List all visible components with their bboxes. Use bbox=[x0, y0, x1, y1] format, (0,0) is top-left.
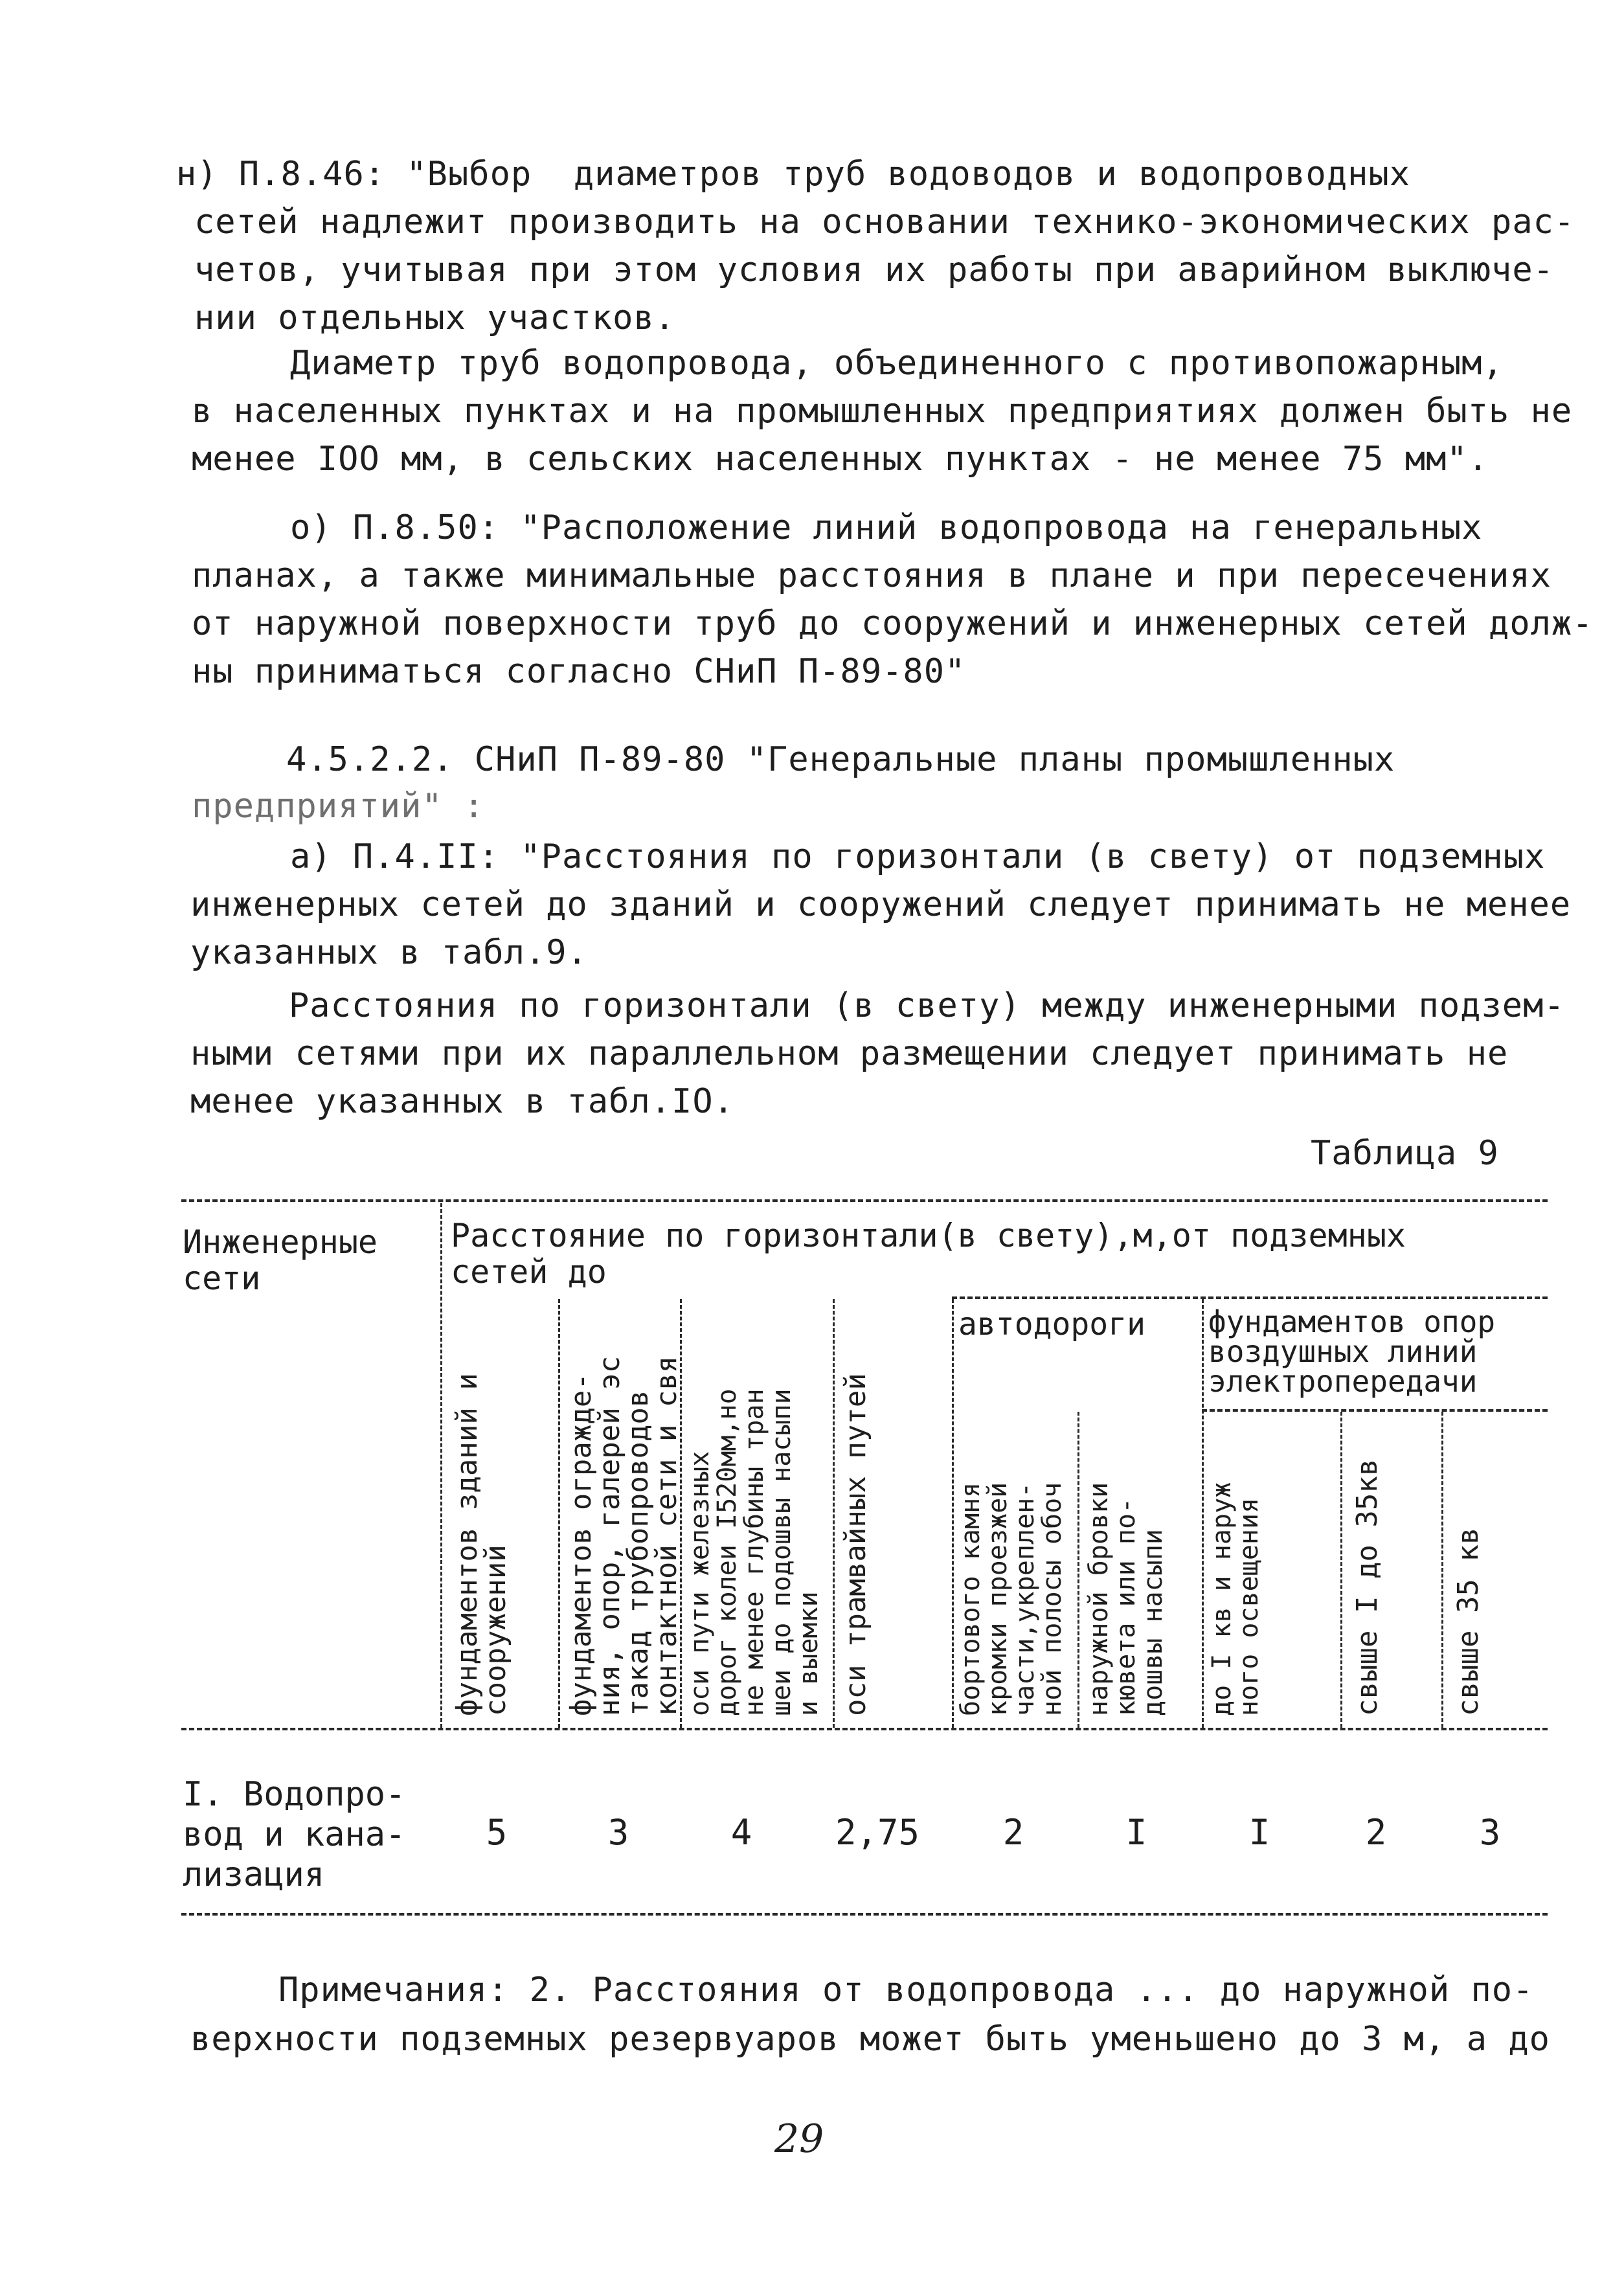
group-header-supports: фундаментов опор воздушных линий электропередачи bbox=[1208, 1304, 1496, 1399]
table-cell: 3 bbox=[1479, 1812, 1501, 1853]
note-line: верхности подземных резервуаров может быть уменьшено до 3 м, а до bbox=[190, 2020, 1550, 2059]
column-header-vertical: фундаментов зданий и сооружений bbox=[451, 1373, 512, 1716]
table-cell: 5 bbox=[486, 1812, 508, 1853]
text-line: четов, учитывая при этом условия их работы при аварийном выключе- bbox=[194, 251, 1554, 289]
group-rule bbox=[952, 1296, 1548, 1299]
text-line: планах, а также минимальные расстояния в плане и при пересечениях bbox=[192, 556, 1551, 595]
table-cell: 2 bbox=[1365, 1812, 1387, 1853]
column-header-vertical: оси трамвайных путей bbox=[839, 1373, 872, 1716]
column-header-vertical: бортового камня кромки проезжей части,укреплен- ной полосы обоч bbox=[956, 1482, 1067, 1716]
table-cell: 4 bbox=[730, 1812, 752, 1853]
column-header-vertical: свыше I до 35кв bbox=[1351, 1458, 1384, 1716]
text-line: инженерных сетей до зданий и сооружений следует принимать не менее bbox=[190, 885, 1572, 924]
header-bottom-rule bbox=[181, 1728, 1548, 1730]
text-line: ными сетями при их параллельном размещении следует принимать не bbox=[190, 1034, 1509, 1073]
text-line: от наружной поверхности труб до сооружений и инженерных сетей долж- bbox=[192, 604, 1594, 643]
table-caption: Таблица 9 bbox=[1311, 1134, 1499, 1173]
column-rule bbox=[833, 1299, 835, 1728]
column-rule bbox=[558, 1299, 560, 1728]
text-line: н) П.8.46: "Выбор диаметров труб водоводов и водопроводных bbox=[176, 155, 1411, 194]
column-rule bbox=[1340, 1412, 1342, 1728]
column-header-vertical: наружной бровки кювета или по- дошвы насыпи bbox=[1084, 1482, 1168, 1716]
text-line: указанных в табл.9. bbox=[190, 933, 588, 972]
table-cell: I bbox=[1248, 1812, 1270, 1853]
table-cell: 2 bbox=[1002, 1812, 1024, 1853]
column-rule bbox=[1077, 1412, 1079, 1728]
row-label: I. Водопро- вод и кана- лизация bbox=[183, 1775, 406, 1894]
column-rule bbox=[1202, 1299, 1204, 1728]
note-line: Примечания: 2. Расстояния от водопровода ... до наружной по- bbox=[278, 1971, 1534, 2009]
table-cell: I bbox=[1125, 1812, 1147, 1853]
group-header-roads: автодороги bbox=[958, 1306, 1145, 1342]
group-rule bbox=[1202, 1409, 1548, 1412]
column-rule bbox=[1441, 1412, 1443, 1728]
section-heading: 4.5.2.2. СНиП П-89-80 "Генеральные планы промышленных bbox=[286, 740, 1395, 779]
column-header-vertical: свыше 35 кв bbox=[1452, 1527, 1485, 1716]
text-line: предприятий" : bbox=[192, 787, 485, 826]
column-rule bbox=[952, 1299, 954, 1728]
text-line: нии отдельных участков. bbox=[194, 299, 676, 337]
text-line: в населенных пунктах и на промышленных предприятиях должен быть не bbox=[192, 392, 1573, 431]
text-line: Расстояния по горизонтали (в свету) между инженерными подзем- bbox=[289, 986, 1565, 1025]
text-line: сетей надлежит производить на основании технико-экономических рас- bbox=[194, 203, 1575, 242]
text-line: а) П.4.II: "Расстояния по горизонтали (в свету) от подземных bbox=[290, 837, 1546, 876]
table-cell: 2,75 bbox=[835, 1812, 920, 1853]
text-line: ны приниматься согласно СНиП П-89-80" bbox=[192, 652, 966, 691]
main-header: Расстояние по горизонтали(в свету),м,от подземных сетей до bbox=[451, 1217, 1406, 1291]
page-number: 29 bbox=[774, 2116, 824, 2162]
table-top-rule bbox=[181, 1199, 1548, 1202]
text-line: менее указанных в табл.IO. bbox=[190, 1082, 734, 1121]
text-line: менее IOO мм, в сельских населенных пунктах - не менее 75 мм". bbox=[192, 440, 1489, 479]
column-header-networks: Инженерные сети bbox=[183, 1223, 378, 1297]
text-line: о) П.8.50: "Расположение линий водопровода на генеральных bbox=[290, 508, 1483, 547]
column-rule bbox=[440, 1203, 442, 1728]
text-line: Диаметр труб водопровода, объединенного с противопожарным, bbox=[290, 344, 1504, 383]
column-header-vertical: фундаментов огражде- ния, опор, галерей эс такад трубопроводов контактной сети и свя bbox=[565, 1355, 683, 1716]
column-header-vertical: до I кв и наруж ного освещения bbox=[1207, 1482, 1264, 1716]
table-bottom-rule bbox=[181, 1913, 1548, 1916]
table-cell: 3 bbox=[607, 1812, 629, 1853]
column-header-vertical: оси пути железных дорог колеи I520мм,но не менее глубины тран шеи до подошвы насыпи и выемки bbox=[685, 1388, 824, 1716]
